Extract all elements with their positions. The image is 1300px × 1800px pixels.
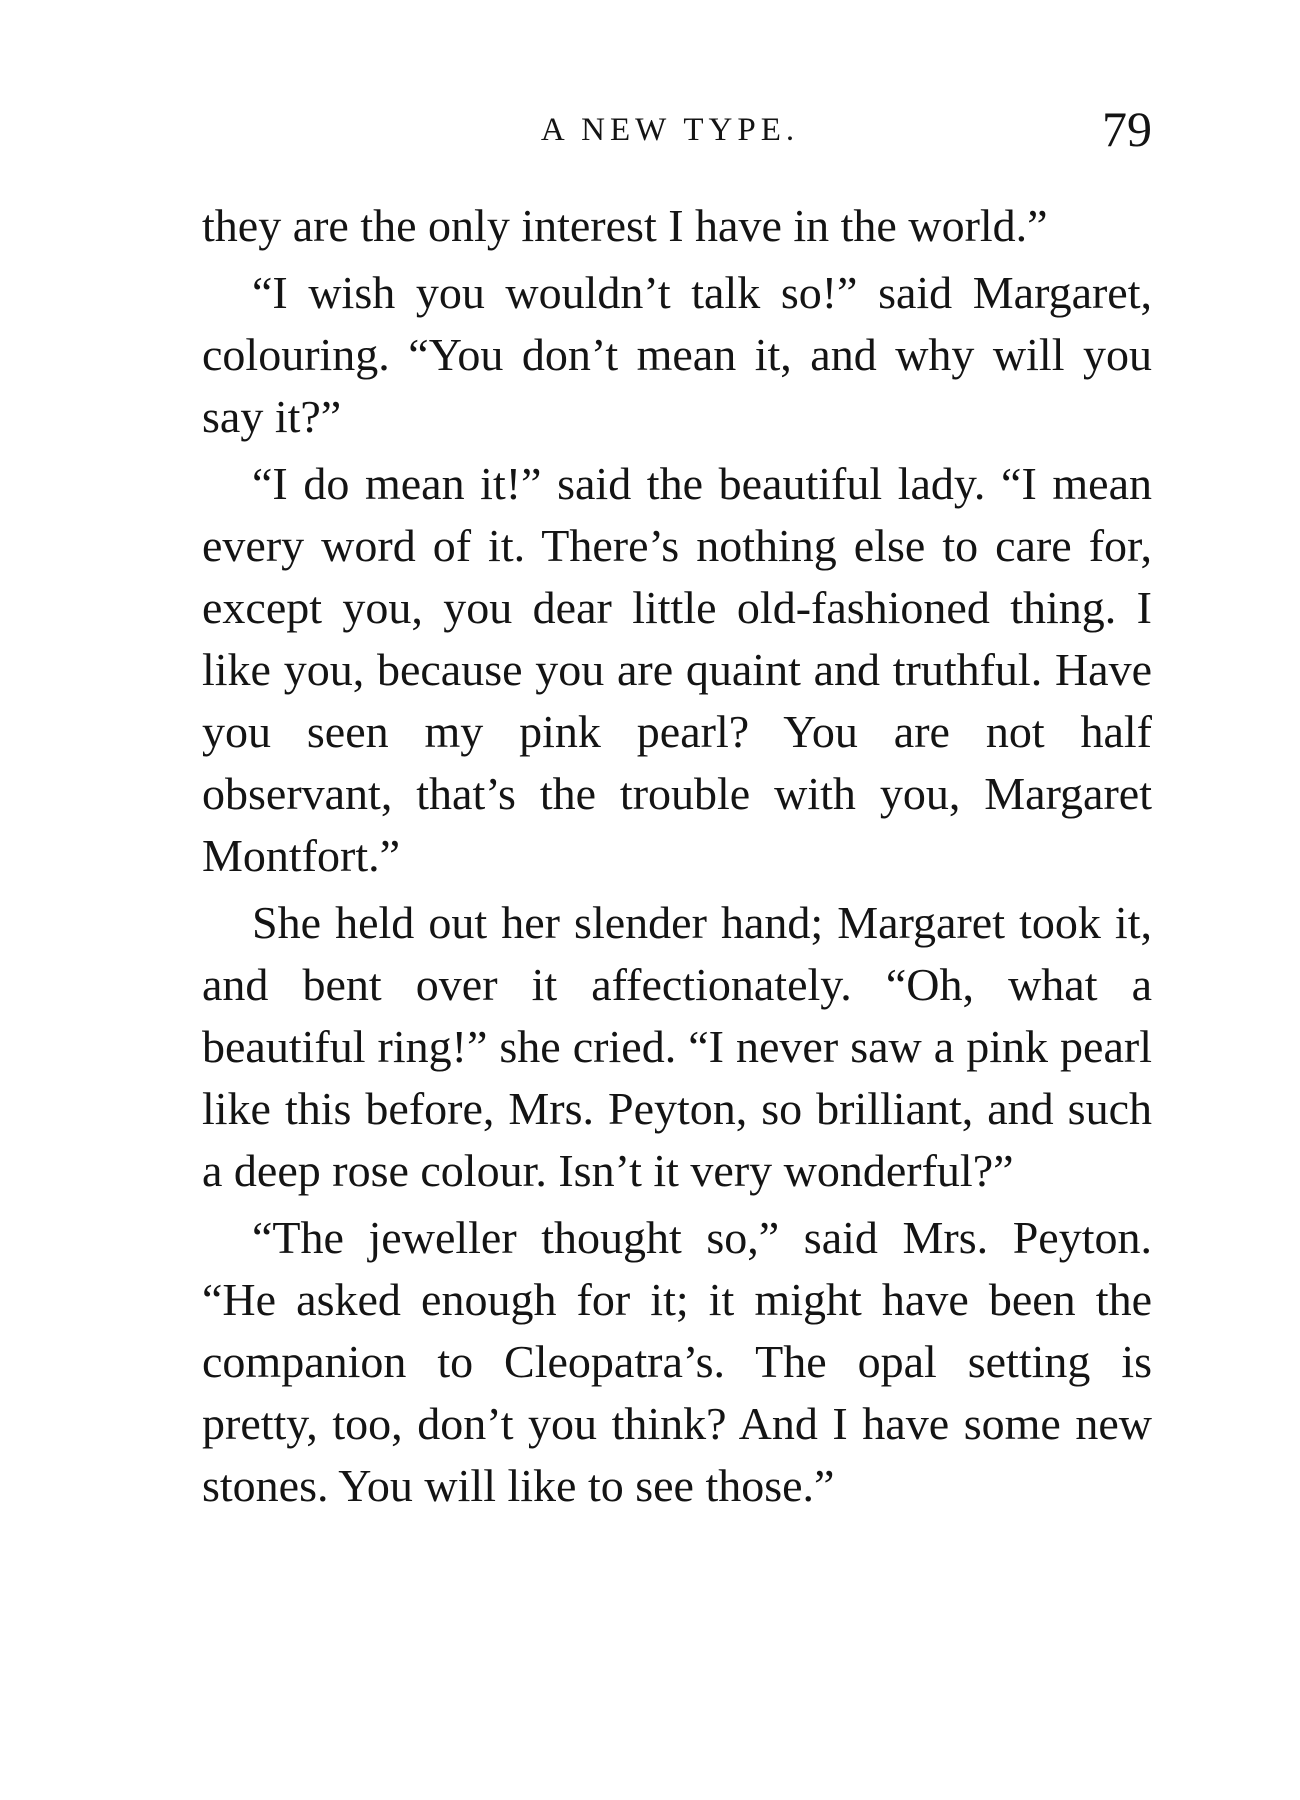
paragraph-continuation: they are the only interest I have in the world.” — [202, 200, 1048, 251]
page-number: 79 — [1102, 101, 1152, 157]
paragraph: “I do mean it!” said the beautiful lady. “I mean every word of it. There’s nothing else to care for, except you, you dear little old-fashioned thing. I like you, because you are quaint and truthful. Have you seen my pink pearl? You are not half observant, that’s the trouble with you, Margaret Montfort.” — [202, 458, 1152, 881]
running-title: A NEW TYPE. — [540, 112, 800, 148]
running-head — [200, 100, 1160, 160]
body-text — [202, 195, 1152, 1522]
paragraph: “I wish you wouldn’t talk so!” said Margaret, colouring. “You don’t mean it, and why will you say it?” — [202, 267, 1152, 442]
paragraph: She held out her slender hand; Margaret took it, and bent over it affectionately. “Oh, what a beautiful ring!” she cried. “I never saw a pink pearl like this before, Mrs. Peyton, so brilliant, and such a deep rose colour. Isn’t it very wonderful?” — [202, 897, 1152, 1196]
paragraph: “The jeweller thought so,” said Mrs. Peyton. “He asked enough for it; it might have been the companion to Cleopatra’s. The opal setting is pretty, too, don’t you think? And I have some new stones. You will like to see those.” — [202, 1212, 1152, 1511]
